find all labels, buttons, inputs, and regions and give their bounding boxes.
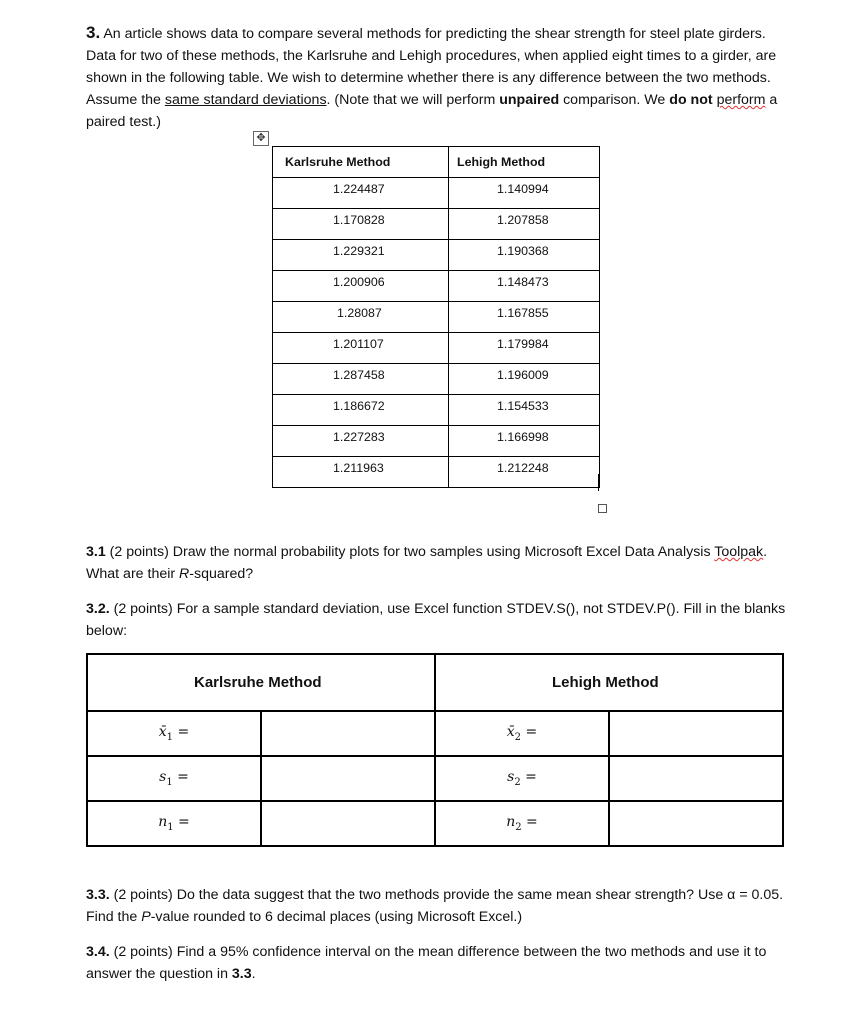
intro-text-2: . (Note that we will perform <box>326 92 500 108</box>
problem-number: 3. <box>86 23 101 42</box>
resize-square-icon[interactable] <box>598 504 607 513</box>
table-row <box>273 302 600 333</box>
s-2-label: $s_2$ = <box>435 756 609 801</box>
lehigh-cell: 1.196009 <box>449 364 600 395</box>
unpaired-bold: unpaired <box>499 92 560 108</box>
lehigh-header: Lehigh Method <box>449 147 600 178</box>
question-3-3 <box>86 884 786 928</box>
do-not-bold: do not <box>669 92 713 108</box>
table-row <box>273 333 600 364</box>
table-row <box>273 395 600 426</box>
karlsruhe-header: Karlsruhe Method <box>273 147 449 178</box>
karlsruhe-cell: 1.28087 <box>273 302 449 333</box>
q31-text-3: -squared? <box>189 566 254 582</box>
question-3-2 <box>86 598 786 642</box>
text-cursor <box>598 474 599 491</box>
table-row <box>273 240 600 271</box>
q34-ref: 3.3 <box>231 966 252 982</box>
x-bar-2-blank[interactable] <box>609 711 783 756</box>
table-row <box>273 271 600 302</box>
intro-text-4b: a paired test.) <box>86 92 778 130</box>
q31-points: (2 points) <box>105 544 169 560</box>
table-row <box>273 178 600 209</box>
table-header-row <box>273 147 600 178</box>
lehigh-cell: 1.154533 <box>449 395 600 426</box>
move-cross-icon[interactable]: ✥ <box>253 131 269 146</box>
lehigh-cell: 1.167855 <box>449 302 600 333</box>
lehigh-cell: 1.212248 <box>449 457 600 488</box>
karlsruhe-cell: 1.211963 <box>273 457 449 488</box>
s-1-label: $s_1$ = <box>87 756 261 801</box>
toolpak-word: Toolpak <box>714 544 764 560</box>
table-row <box>273 426 600 457</box>
q34-number: 3.4. <box>86 944 110 960</box>
problem-intro <box>86 22 786 133</box>
x-bar-1-label: $x̄_1$ = <box>87 711 261 756</box>
s-2-blank[interactable] <box>609 756 783 801</box>
blanks-header-row <box>87 654 783 711</box>
q34-text: (2 points) Find a 95% confidence interval on the mean difference between the two methods and use it to answer the question in <box>86 944 767 982</box>
x-bar-2-label: $x̄_2$ = <box>435 711 609 756</box>
lehigh-cell: 1.190368 <box>449 240 600 271</box>
karlsruhe-cell: 1.227283 <box>273 426 449 457</box>
lehigh-cell: 1.140994 <box>449 178 600 209</box>
table-row <box>273 364 600 395</box>
n-2-label: $n_2$ = <box>435 801 609 846</box>
karlsruhe-cell: 1.200906 <box>273 271 449 302</box>
table-row <box>273 209 600 240</box>
data-table <box>272 146 600 488</box>
mean-row <box>87 711 783 756</box>
perform-word: perform <box>716 92 766 108</box>
intro-text-3: comparison. We <box>559 92 670 108</box>
n-2-blank[interactable] <box>609 801 783 846</box>
blanks-table <box>86 653 784 847</box>
karlsruhe-cell: 1.186672 <box>273 395 449 426</box>
q31-text: Draw the normal probability plots for two samples using Microsoft Excel Data Analysis <box>168 544 715 560</box>
intro-text: An article shows data to compare several methods for predicting the shear strength for steel plate girders. Data for two of these methods, the Karlsruhe and Lehigh procedures, when applied eight times to a girder, are shown in the following table. We wish to determine whether there is any difference between the two methods. Assume the <box>86 26 777 108</box>
q33-number: 3.3. <box>86 887 110 903</box>
table-row <box>273 457 600 488</box>
blanks-lehigh-header: Lehigh Method <box>435 654 783 711</box>
blanks-karlsruhe-header: Karlsruhe Method <box>87 654 435 711</box>
q34-text-2: . <box>251 966 256 982</box>
n-1-label: $n_1$ = <box>87 801 261 846</box>
karlsruhe-cell: 1.201107 <box>273 333 449 364</box>
q31-text-2: . What are their <box>86 544 768 582</box>
karlsruhe-cell: 1.224487 <box>273 178 449 209</box>
q32-number: 3.2. <box>86 601 110 617</box>
q33-text: (2 points) Do the data suggest that the two methods provide the same mean shear strength? Use α = 0.05. Find the <box>86 887 784 925</box>
x-bar-1-blank[interactable] <box>261 711 435 756</box>
q32-text: (2 points) For a sample standard deviation, use Excel function STDEV.S(), not STDEV.P(). Fill in the blanks below: <box>86 601 786 639</box>
sample-size-row <box>87 801 783 846</box>
lehigh-cell: 1.179984 <box>449 333 600 364</box>
n-1-blank[interactable] <box>261 801 435 846</box>
karlsruhe-cell: 1.170828 <box>273 209 449 240</box>
p-value-p: P <box>141 909 151 925</box>
lehigh-cell: 1.166998 <box>449 426 600 457</box>
question-3-4 <box>86 941 786 985</box>
karlsruhe-cell: 1.287458 <box>273 364 449 395</box>
s-1-blank[interactable] <box>261 756 435 801</box>
q33-text-2: -value rounded to 6 decimal places (using Microsoft Excel.) <box>150 909 523 925</box>
r-squared-r: R <box>179 566 190 582</box>
same-std-dev-phrase: same standard deviations <box>164 92 327 108</box>
lehigh-cell: 1.148473 <box>449 271 600 302</box>
lehigh-cell: 1.207858 <box>449 209 600 240</box>
std-dev-row <box>87 756 783 801</box>
karlsruhe-cell: 1.229321 <box>273 240 449 271</box>
question-3-1 <box>86 541 786 585</box>
q31-number: 3.1 <box>86 544 106 560</box>
